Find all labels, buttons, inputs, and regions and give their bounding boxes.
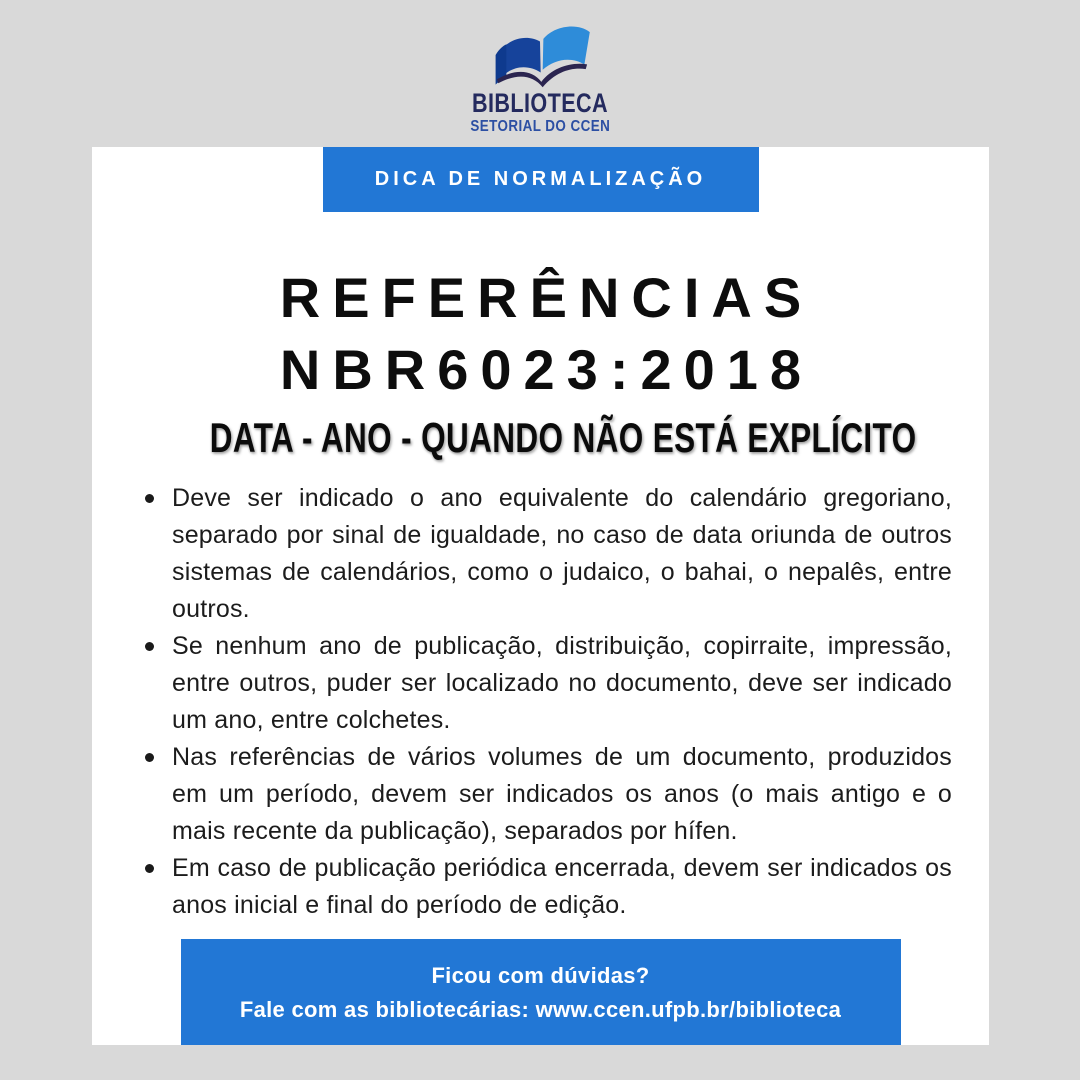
website-url[interactable]: www.ccen.ufpb.br/biblioteca [535,996,842,1022]
footer-contact-line [240,993,841,1026]
footer-contact-prefix: Fale com as bibliotecárias: [239,996,536,1022]
bullet-dot-icon [145,642,154,651]
list-item [172,850,952,924]
page-subtitle: DATA - ANO - QUANDO NÃO ESTÁ EXPLÍCITO [209,414,917,461]
contact-footer [181,939,901,1045]
page-title-line2: NBR6023:2018 [279,338,814,401]
logo-subtitle: SETORIAL DO CCEN [470,118,610,135]
list-item [172,739,952,850]
list-item [172,628,952,739]
list-item-text: Se nenhum ano de publicação, distribuição, copirraite, impressão, entre outros, puder ser localizado no documento, deve ser indicado um ano, entre colchetes. [172,632,952,734]
library-logo [0,0,1080,147]
tips-list [172,480,952,924]
tip-ribbon-label: DICA DE NORMALIZAÇÃO [374,168,707,190]
list-item-text: Deve ser indicado o ano equivalente do calendário gregoriano, separado por sinal de igualdade, no caso de data oriunda de outros sistemas de calendários, como o judaico, o bahai, o nepalês, entre outros. [172,484,952,623]
bullet-dot-icon [145,494,154,503]
bullet-dot-icon [145,864,154,873]
list-item-text: Nas referências de vários volumes de um documento, produzidos em um período, devem ser indicados os anos (o mais antigo e o mais recente da publicação), separados por hífen. [172,743,952,845]
logo-title: BIBLIOTECA [472,88,608,118]
tip-ribbon [323,147,759,212]
open-book-icon [465,20,615,94]
footer-question: Ficou com dúvidas? [431,962,650,988]
content-card [92,147,989,1045]
list-item [172,480,952,628]
list-item-text: Em caso de publicação periódica encerrada, devem ser indicados os anos inicial e final do período de edição. [172,854,952,919]
bullet-dot-icon [145,753,154,762]
page-title [92,262,989,406]
page-title-line1: REFERÊNCIAS [279,266,814,329]
